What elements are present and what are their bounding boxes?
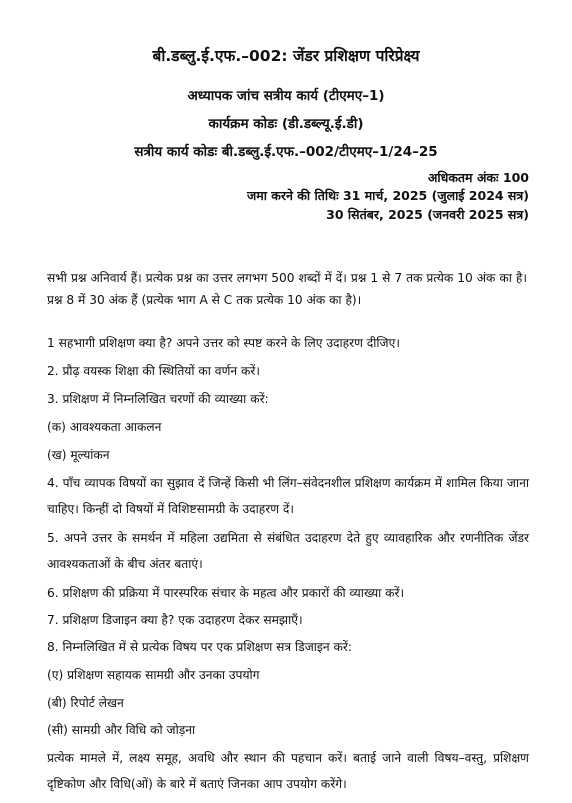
instructions: सभी प्रश्न अनिवार्य हैं। प्रत्येक प्रश्न का उत्तर लगभग 500 शब्दों में दें। प्रश्न 1 से 7 तक प्रत्येक 10 अंक का है। प्रश्न 8 में 30 अंक हैं (प्रत्येक भाग A से C तक प्रत्येक 10 अंक का है)। bbox=[47, 271, 527, 307]
due-date-july-session: जमा करने की तिथिः 31 मार्च, 2025 (जुलाई 2024 सत्र) bbox=[246, 188, 529, 203]
question-3a: (क) आवश्यकता आकलन bbox=[47, 420, 162, 434]
assignment-code: सत्रीय कार्य कोडः बी.डब्लु.ई.एफ.–002/टीएमए–1/24–25 bbox=[134, 144, 438, 160]
due-date-january-session: 30 सितंबर, 2025 (जनवरी 2025 सत्र) bbox=[326, 207, 529, 222]
program-code: कार्यक्रम कोडः (डी.डब्ल्यू.ई.डी) bbox=[208, 116, 364, 132]
question-8a: (ए) प्रशिक्षण सहायक सामग्री और उनका उपयोग bbox=[47, 668, 260, 682]
question-5: 5. अपने उत्तर के समर्थन में महिला उद्यमिता से संबंधित उदाहरण देते हुए व्यावहारिक और रणनीतिक जेंडर आवश्यकताओं के बीच अंतर बताएं। bbox=[47, 531, 529, 571]
max-marks: अधिकतम अंकः 100 bbox=[427, 170, 529, 185]
course-title: बी.डब्लु.ई.एफ.–002: जेंडर प्रशिक्षण परिप्रेक्ष्य bbox=[152, 47, 420, 65]
question-8: 8. निम्नलिखित में से प्रत्येक विषय पर एक प्रशिक्षण सत्र डिजाइन करें: bbox=[47, 640, 352, 654]
question-3: 3. प्रशिक्षण में निम्नलिखित चरणों की व्याख्या करें: bbox=[47, 392, 269, 406]
question-3b: (ख) मूल्यांकन bbox=[47, 448, 110, 462]
question-8b: (बी) रिपोर्ट लेखन bbox=[47, 696, 124, 710]
question-6: 6. प्रशिक्षण की प्रक्रिया में पारस्परिक संचार के महत्व और प्रकारों की व्याख्या करें। bbox=[47, 586, 405, 600]
question-2: 2. प्रौढ़ वयस्क शिक्षा की स्थितियों का वर्णन करें। bbox=[47, 364, 260, 378]
question-8c: (सी) सामग्री और विधि को जोड़ना bbox=[47, 723, 196, 737]
question-4: 4. पाँच व्यापक विषयों का सुझाव दें जिन्हें किसी भी लिंग–संवेदनशील प्रशिक्षण कार्यक्रम में शामिल किया जाना चाहिए। किन्हीं दो विषयों में विशिष्टसामग्री के उदाहरण दें। bbox=[47, 476, 529, 516]
question-8-note: प्रत्येक मामले में, लक्ष्य समूह, अवधि और स्थान की पहचान करें। बताई जाने वाली विषय–वस्तु, प्रशिक्षण दृष्टिकोण और विधि(ओं) के बारे में बताएं जिनका आप उपयोग करेंगे। bbox=[47, 751, 529, 791]
question-7: 7. प्रशिक्षण डिजाइन क्या है? एक उदाहरण देकर समझाएँ। bbox=[47, 613, 303, 627]
assignment-subtitle: अध्यापक जांच सत्रीय कार्य (टीएमए–1) bbox=[187, 88, 385, 104]
question-1: 1 सहभागी प्रशिक्षण क्या है? अपने उत्तर को स्पष्ट करने के लिए उदाहरण दीजिए। bbox=[47, 336, 400, 350]
